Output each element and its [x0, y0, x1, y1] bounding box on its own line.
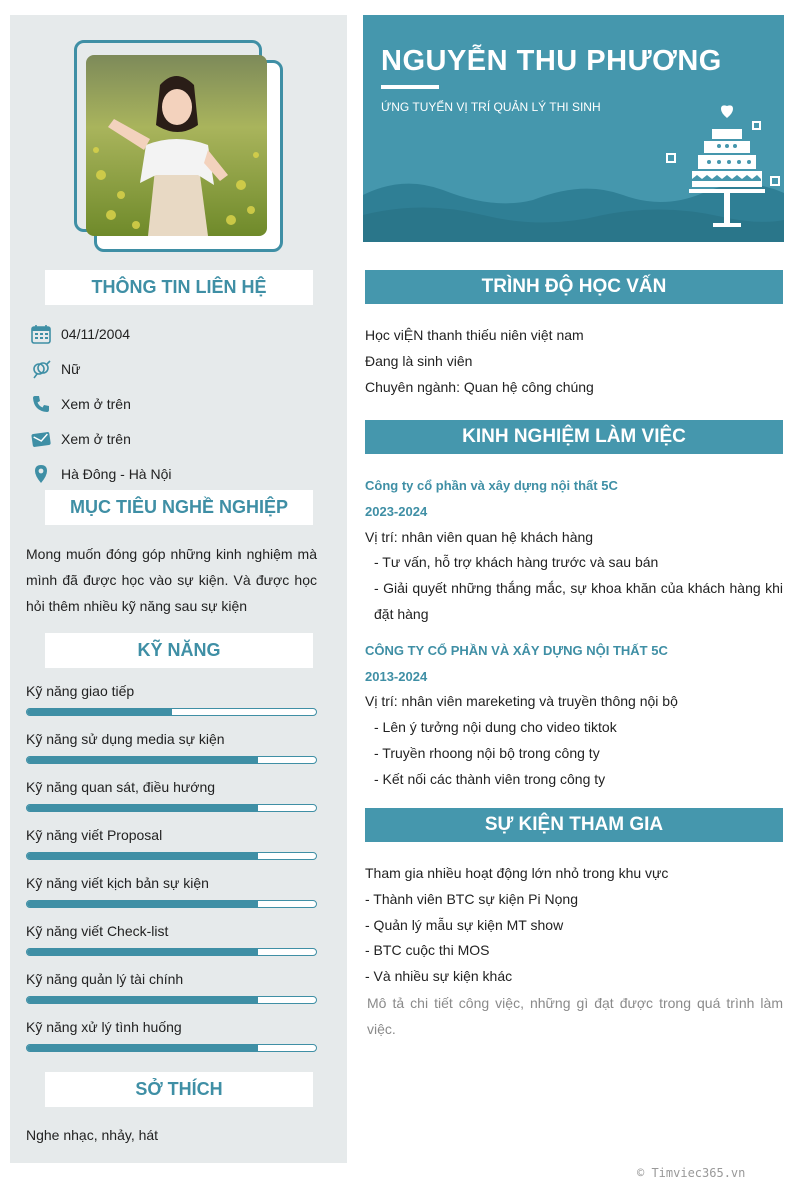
skill-bar-fill — [27, 709, 172, 715]
skill-bar-fill — [27, 949, 258, 955]
skill-item — [26, 970, 317, 1004]
job-role: Vị trí: nhân viên quan hệ khách hàng — [365, 528, 594, 545]
location-value: Hà Đông - Hà Nội — [61, 466, 172, 482]
events-line: - Quản lý mẫu sự kiện MT show — [365, 916, 564, 933]
calendar-icon — [30, 323, 52, 345]
skill-name: Kỹ năng quản lý tài chính — [26, 971, 184, 987]
contact-location — [30, 463, 172, 485]
contact-gender — [30, 358, 80, 380]
experience-section — [365, 473, 783, 793]
email-value: Xem ở trên — [61, 431, 131, 447]
experience-heading: KINH NGHIỆM LÀM VIỆC — [365, 420, 783, 454]
objective-text: Mong muốn đóng góp những kinh nghiệm mà mình đã được học vào sự kiện. Và được học hỏi thêm nhiều kỹ năng sau sự kiện — [26, 546, 317, 614]
skill-bar — [26, 948, 317, 956]
skill-item — [26, 778, 317, 812]
contact-phone — [30, 393, 131, 415]
birthday-value: 04/11/2004 — [61, 326, 131, 342]
skill-name: Kỹ năng viết kịch bản sự kiện — [26, 875, 209, 891]
skill-name: Kỹ năng giao tiếp — [26, 683, 135, 699]
skill-item — [26, 826, 317, 860]
events-note: Mô tả chi tiết công việc, những gì đạt được trong quá trình làm việc. — [367, 994, 783, 1037]
skill-bar — [26, 708, 317, 716]
skill-item — [26, 874, 317, 908]
job-company: Công ty cổ phần và xây dựng nội thất 5C — [365, 478, 618, 493]
profile-photo — [86, 55, 267, 236]
skills-heading: KỸ NĂNG — [45, 633, 313, 668]
events-section — [365, 861, 783, 1042]
skill-bar — [26, 1044, 317, 1052]
email-icon — [30, 428, 52, 450]
job-period: 2013-2024 — [365, 668, 428, 684]
contact-heading: THÔNG TIN LIÊN HỆ — [45, 270, 313, 305]
education-major: Chuyên ngành: Quan hệ công chúng — [365, 378, 594, 395]
job-duty: - Lên ý tưởng nội dung cho video tiktok — [374, 719, 617, 736]
phone-value: Xem ở trên — [61, 396, 131, 412]
skill-item — [26, 682, 317, 716]
skill-bar-fill — [27, 1045, 258, 1051]
name-underline — [381, 85, 439, 89]
events-line: - Và nhiều sự kiện khác — [365, 968, 513, 985]
education-school: Học viỆN thanh thiếu niên việt nam — [365, 327, 584, 343]
skill-bar — [26, 756, 317, 764]
skill-name: Kỹ năng viết Check-list — [26, 923, 169, 939]
job-period: 2023-2024 — [365, 503, 428, 519]
skill-bar-fill — [27, 853, 258, 859]
skill-bar-fill — [27, 757, 258, 763]
skill-item — [26, 1018, 317, 1052]
job-duty: - Truyền rhoong nội bộ trong công ty — [374, 744, 600, 761]
skill-name: Kỹ năng viết Proposal — [26, 827, 163, 843]
job-company: CÔNG TY CỔ PHẦN VÀ XÂY DỰNG NỘI THẤT 5C — [365, 642, 668, 658]
skill-bar-fill — [27, 997, 258, 1003]
education-section — [365, 323, 783, 400]
skill-bar — [26, 804, 317, 812]
gender-icon — [30, 358, 52, 380]
skill-bar-fill — [27, 805, 258, 811]
hobbies-heading: SỞ THÍCH — [45, 1072, 313, 1107]
job-duty: - Tư vấn, hỗ trợ khách hàng trước và sau bán — [374, 554, 659, 571]
position-applied: ỨNG TUYỂN VỊ TRÍ QUẢN LÝ THI SINH — [381, 100, 601, 114]
contact-birthday — [30, 323, 130, 345]
job-duty: - Kết nối các thành viên trong công ty — [374, 770, 606, 787]
objective-heading: MỤC TIÊU NGHỀ NGHIỆP — [45, 490, 313, 525]
hobbies-text: Nghe nhạc, nhảy, hát — [26, 1127, 159, 1143]
gender-value: Nữ — [61, 361, 81, 377]
skill-item — [26, 730, 317, 764]
education-heading: TRÌNH ĐỘ HỌC VẤN — [365, 270, 783, 304]
skill-name: Kỹ năng xử lý tình huống — [26, 1019, 182, 1035]
skill-name: Kỹ năng sử dụng media sự kiện — [26, 731, 225, 747]
contact-email — [30, 428, 131, 450]
events-line: - Thành viên BTC sự kiện Pi Nọng — [365, 890, 578, 907]
candidate-name: NGUYỄN THU PHƯƠNG — [381, 45, 722, 77]
footer-watermark: © Timviec365.vn — [637, 1166, 746, 1180]
skill-name: Kỹ năng quan sát, điều hướng — [26, 779, 216, 795]
skill-bar — [26, 852, 317, 860]
job-duty: - Giải quyết những thắng mắc, sự khoa khăn của khách hàng khi đặt hàng — [374, 580, 783, 622]
header-banner — [363, 15, 784, 242]
events-heading: SỰ KIỆN THAM GIA — [365, 808, 783, 842]
skill-item — [26, 922, 317, 956]
location-pin-icon — [30, 463, 52, 485]
events-line: Tham gia nhiều hoạt động lớn nhỏ trong khu vực — [365, 865, 669, 881]
skill-bar-fill — [27, 901, 258, 907]
education-status: Đang là sinh viên — [365, 352, 473, 369]
job-role: Vị trí: nhân viên mareketing và truyền thông nội bộ — [365, 693, 678, 710]
skill-bar — [26, 996, 317, 1004]
phone-icon — [30, 393, 52, 415]
left-sidebar — [10, 15, 347, 1163]
events-line: - BTC cuộc thi MOS — [365, 942, 490, 959]
skill-bar — [26, 900, 317, 908]
